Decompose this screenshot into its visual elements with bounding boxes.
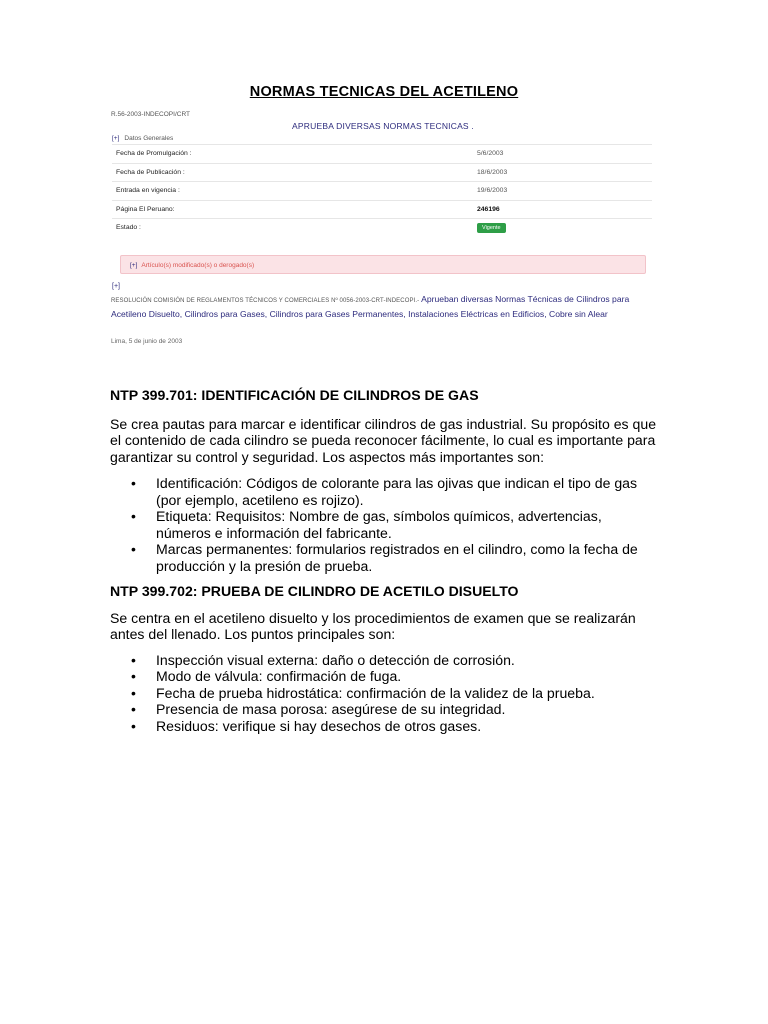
list-item-text: Residuos: verifique si hay desechos de otros gases. [156,717,482,734]
list-item-text: Inspección visual externa: daño o detección de corrosión. [156,651,515,668]
metadata-table [112,144,652,237]
bullet-icon: • [131,475,136,491]
list-item [110,718,660,735]
list-item [110,685,660,702]
section-heading: NTP 399.701: IDENTIFICACIÓN DE CILINDROS DE GAS [110,387,479,403]
bullet-icon: • [131,701,136,717]
list-item [110,475,660,508]
row-label: Estado : [112,219,473,237]
alert-toggle[interactable]: [+] [130,262,138,269]
table-row [112,163,652,182]
datos-generales-header [112,135,173,142]
section-heading: NTP 399.702: PRUEBA DE CILINDRO DE ACETILO DISUELTO [110,583,519,599]
table-row [112,219,652,237]
table-row [112,145,652,164]
row-value: 246196 [473,200,652,219]
table-row [112,200,652,219]
row-value [473,219,652,237]
document-body [110,387,660,734]
resolution-reference: R.56-2003-INDECOPI/CRT [111,111,190,118]
list-item [110,508,660,541]
bullet-icon: • [131,717,136,734]
list-item-text: Marcas permanentes: formularios registrados en el cilindro, como la fecha de producción y la presión de prueba. [156,541,638,574]
list-item-text: Etiqueta: Requisitos: Nombre de gas, símbolos químicos, advertencias, números e información del fabricante. [156,508,602,541]
datos-generales-label: Datos Generales [124,135,174,142]
bullet-icon: • [131,684,136,701]
modified-articles-alert[interactable] [120,255,646,274]
list-item [110,652,660,669]
embedded-screenshot [110,108,656,352]
row-value: 18/6/2003 [473,163,652,182]
list-item-text: Presencia de masa porosa: asegúrese de su integridad. [156,701,506,717]
list-item-text: Modo de válvula: confirmación de fuga. [156,668,402,684]
row-value: 5/6/2003 [473,145,652,164]
list-item [110,541,660,574]
bullet-icon: • [131,541,136,557]
list-item [110,701,660,718]
bullet-list [110,475,660,574]
resolution-date: Lima, 5 de junio de 2003 [111,338,183,345]
table-row [112,182,652,201]
resolution-toggle[interactable]: [+] [112,283,120,290]
alert-text: Artículo(s) modificado(s) o derogado(s) [141,262,255,269]
row-label: Fecha de Promulgación : [112,145,473,164]
list-item [110,668,660,685]
resolution-prefix: RESOLUCIÓN COMISIÓN DE REGLAMENTOS TÉCNICOS Y COMERCIALES Nº 0056-2003-CRT-INDECOPI.- [111,298,420,304]
row-value: 19/6/2003 [473,182,652,201]
datos-toggle[interactable]: [+] [112,135,120,142]
resolution-summary [111,293,655,321]
section-paragraph: Se centra en el acetileno disuelto y los procedimientos de examen que se realizarán antes del llenado. Los puntos principales son: [110,609,636,642]
list-item-text: Fecha de prueba hidrostática: confirmación de la validez de la prueba. [156,684,595,701]
embed-subtitle: APRUEBA DIVERSAS NORMAS TECNICAS . [292,121,474,131]
resolution-text: Aprueban diversas Normas Técnicas de Cilindros para Acetileno Disuelto, Cilindros para Gases, Cilindros para Gases Permanentes, Instalaciones Eléctricas en Edificios, Cobre sin Alear [111,294,630,319]
bullet-icon: • [131,668,136,684]
bullet-list [110,652,660,735]
document-title: NORMAS TECNICAS DEL ACETILENO [249,84,519,100]
row-label: Fecha de Publicación : [112,163,473,182]
status-badge: Vigente [477,223,506,233]
bullet-icon: • [131,651,136,668]
row-label: Página El Peruano: [112,200,473,219]
section-paragraph: Se crea pautas para marcar e identificar cilindros de gas industrial. Su propósito es que el contenido de cada cilindro se pueda reconocer fácilmente, lo cual es importante para garantizar su control y seguridad. Los aspectos más importantes son: [110,415,657,465]
bullet-icon: • [131,508,136,524]
list-item-text: Identificación: Códigos de colorante para las ojivas que indican el tipo de gas (por ejemplo, acetileno es rojizo). [156,475,638,508]
row-label: Entrada en vigencia : [112,182,473,201]
